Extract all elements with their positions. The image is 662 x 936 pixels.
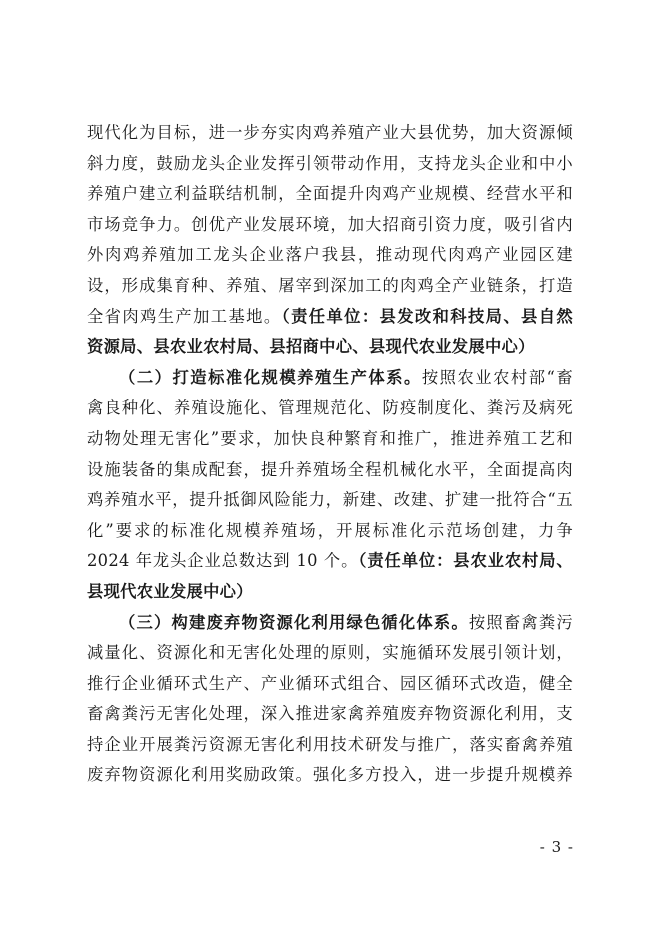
text-line — [87, 546, 573, 577]
text-line — [87, 577, 573, 608]
text-segment: 动物处理无害化”要求，加快良种繁育和推广，推进养殖工艺和 — [87, 428, 573, 448]
text-line — [87, 118, 573, 149]
text-segment: 推行企业循环式生产、产业循环式组合、园区循环式改造，健全 — [87, 673, 573, 693]
text-line — [87, 699, 573, 730]
text-segment: 废弃物资源化利用奖励政策。强化多方投入，进一步提升规模养 — [87, 765, 573, 785]
text-segment: 按照农业农村部“畜 — [421, 367, 573, 387]
bold-text-segment: 县现代农业发展中心） — [87, 581, 253, 601]
text-line — [87, 179, 573, 210]
text-line — [87, 516, 573, 547]
bold-text-segment: （二）打造标准化规模养殖生产体系。 — [119, 367, 422, 387]
text-line — [87, 730, 573, 761]
text-segment: 持企业开展粪污资源无害化利用技术研发与推广，落实畜禽养殖 — [87, 734, 573, 754]
body-text — [87, 118, 573, 791]
text-segment: 2024 年龙头企业总数达到 10 个。 — [87, 551, 359, 571]
text-segment: 禽良种化、养殖设施化、管理规范化、防疫制度化、粪污及病死 — [87, 398, 573, 418]
page-number: - 3 - — [539, 838, 574, 856]
text-segment: 外肉鸡养殖加工龙头企业落户我县，推动现代肉鸡产业园区建 — [87, 245, 573, 265]
text-segment: 养殖户建立利益联结机制，全面提升肉鸡产业规模、经营水平和 — [87, 184, 573, 204]
text-line — [87, 210, 573, 241]
text-line — [87, 455, 573, 486]
text-line — [87, 302, 573, 333]
bold-text-segment: （责任单位：县发改和科技局、县自然 — [281, 306, 573, 326]
text-segment: 减量化、资源化和无害化处理的原则，实施循环发展引领计划， — [87, 643, 573, 663]
text-line — [87, 485, 573, 516]
text-segment: 全省肉鸡生产加工基地。 — [87, 306, 282, 326]
text-line — [87, 760, 573, 791]
text-line — [87, 271, 573, 302]
bold-text-segment: （三）构建废弃物资源化利用绿色循化体系。 — [119, 612, 469, 632]
text-line — [87, 332, 573, 363]
text-line — [87, 149, 573, 180]
text-segment: 市场竞争力。创优产业发展环境，加大招商引资力度，吸引省内 — [87, 214, 573, 234]
text-line — [87, 363, 573, 394]
text-segment: 现代化为目标，进一步夯实肉鸡养殖产业大县优势，加大资源倾 — [87, 123, 573, 142]
text-segment: 斜力度，鼓励龙头企业发挥引领带动作用，支持龙头企业和中小 — [87, 153, 573, 173]
text-segment: 畜禽粪污无害化处理，深入推进家禽养殖废弃物资源化利用，支 — [87, 704, 573, 724]
bold-text-segment: 资源局、县农业农村局、县招商中心、县现代农业发展中心） — [87, 337, 535, 357]
bold-text-segment: （责任单位：县农业农村局、 — [358, 551, 573, 571]
text-segment: 设，形成集育种、养殖、屠宰到深加工的肉鸡全产业链条，打造 — [87, 275, 573, 295]
text-line — [87, 393, 573, 424]
text-line — [87, 424, 573, 455]
text-segment: 化”要求的标准化规模养殖场，开展标准化示范场创建，力争 — [87, 520, 573, 540]
text-line — [87, 669, 573, 700]
text-line — [87, 240, 573, 271]
text-line — [87, 638, 573, 669]
text-segment: 按照畜禽粪污 — [468, 612, 573, 632]
text-line — [87, 608, 573, 639]
text-segment: 设施装备的集成配套，提升养殖场全程机械化水平，全面提高肉 — [87, 459, 573, 479]
text-segment: 鸡养殖水平，提升抵御风险能力，新建、改建、扩建一批符合“五 — [87, 490, 573, 510]
